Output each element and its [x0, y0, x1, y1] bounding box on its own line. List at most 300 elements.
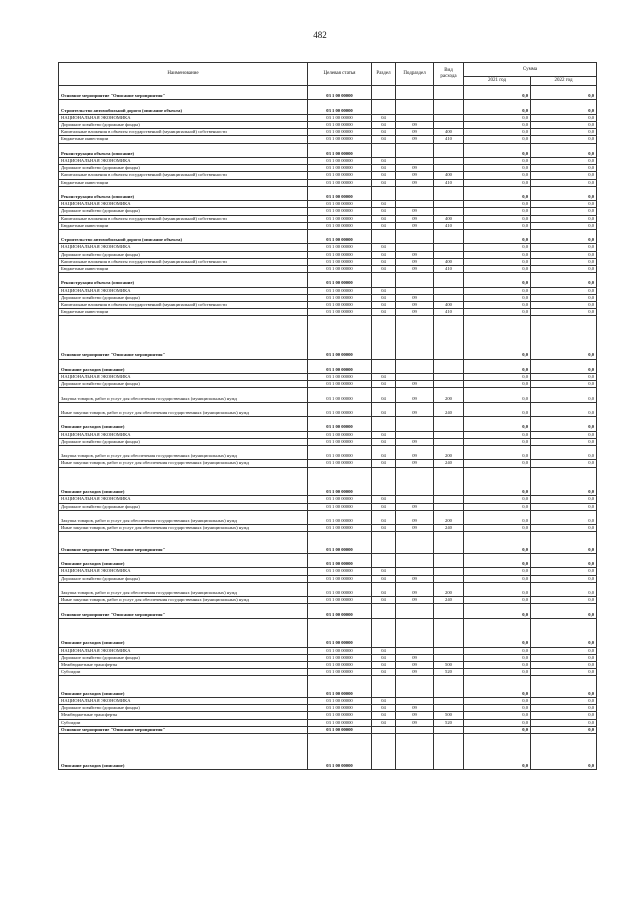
cell-y2: 0,0	[531, 316, 597, 359]
cell-vr	[434, 496, 464, 503]
cell-sub: 09	[396, 381, 434, 388]
cell-code: 03 1 00 00000	[308, 266, 372, 273]
cell-name: Описание расходов (описание)	[59, 618, 308, 647]
cell-y2: 0,0	[531, 100, 597, 114]
cell-y2: 0,0	[531, 553, 597, 567]
cell-y2: 0,0	[531, 726, 597, 733]
cell-sec	[372, 676, 396, 698]
table-row	[59, 525, 597, 532]
cell-sec: 04	[372, 302, 396, 309]
cell-y1: 0,0	[464, 676, 531, 698]
cell-name: Дорожное хозяйство (дорожные фонды)	[59, 165, 308, 172]
cell-code: 03 1 00 00000	[308, 208, 372, 215]
cell-y2: 0,0	[531, 604, 597, 618]
cell-y2: 0,0	[531, 388, 597, 402]
cell-vr: 400	[434, 302, 464, 309]
cell-sub: 09	[396, 215, 434, 222]
cell-vr	[434, 201, 464, 208]
cell-sub: 09	[396, 654, 434, 661]
cell-y1: 0,0	[464, 604, 531, 618]
table-row	[59, 431, 597, 438]
cell-name: НАЦИОНАЛЬНАЯ ЭКОНОМИКА	[59, 114, 308, 121]
header-subsection: Подраздел	[396, 63, 434, 86]
cell-y1: 0,0	[464, 582, 531, 596]
cell-sec: 04	[372, 445, 396, 459]
cell-code: 03 1 00 00000	[308, 568, 372, 575]
cell-name: Дорожное хозяйство (дорожные фонды)	[59, 575, 308, 582]
cell-y1: 0,0	[464, 669, 531, 676]
cell-sec: 04	[372, 496, 396, 503]
cell-vr	[434, 208, 464, 215]
header-section: Раздел	[372, 63, 396, 86]
header-sum: Сумма	[464, 63, 597, 77]
cell-code: 03 1 00 00000	[308, 654, 372, 661]
cell-vr	[434, 438, 464, 445]
cell-y1: 0,0	[464, 114, 531, 121]
cell-y1: 0,0	[464, 179, 531, 186]
cell-sub	[396, 726, 434, 733]
table-row	[59, 273, 597, 287]
cell-y2: 0,0	[531, 287, 597, 294]
cell-code: 03 1 00 00000	[308, 553, 372, 567]
cell-y1: 0,0	[464, 266, 531, 273]
cell-y1: 0,0	[464, 373, 531, 380]
cell-name: Межбюджетные трансферты	[59, 661, 308, 668]
cell-name: НАЦИОНАЛЬНАЯ ЭКОНОМИКА	[59, 431, 308, 438]
cell-code: 03 1 00 00000	[308, 244, 372, 251]
cell-y2: 0,0	[531, 266, 597, 273]
cell-name: Описание расходов (описание)	[59, 676, 308, 698]
cell-code: 03 1 00 00000	[308, 582, 372, 596]
cell-sec: 04	[372, 309, 396, 316]
cell-y2: 0,0	[531, 208, 597, 215]
cell-vr: 240	[434, 597, 464, 604]
cell-sub	[396, 157, 434, 164]
cell-code: 03 1 00 00000	[308, 460, 372, 467]
cell-y1: 0,0	[464, 100, 531, 114]
cell-code: 03 1 00 00000	[308, 705, 372, 712]
cell-code: 03 1 00 00000	[308, 302, 372, 309]
cell-code: 03 1 00 00000	[308, 510, 372, 524]
cell-sec: 04	[372, 669, 396, 676]
cell-sub: 09	[396, 503, 434, 510]
cell-y1: 0,0	[464, 309, 531, 316]
cell-code: 03 1 00 00000	[308, 669, 372, 676]
cell-sec: 04	[372, 697, 396, 704]
cell-vr: 200	[434, 582, 464, 596]
cell-sub	[396, 467, 434, 496]
cell-code: 03 1 00 00000	[308, 388, 372, 402]
cell-vr: 410	[434, 136, 464, 143]
cell-sub: 09	[396, 179, 434, 186]
cell-name: Основное мероприятие "Описание мероприятия"	[59, 532, 308, 554]
cell-sec: 04	[372, 388, 396, 402]
cell-sec: 04	[372, 114, 396, 121]
cell-vr	[434, 618, 464, 647]
cell-code: 03 1 00 00000	[308, 294, 372, 301]
cell-sec	[372, 604, 396, 618]
cell-name: Бюджетные инвестиции	[59, 266, 308, 273]
cell-y2: 0,0	[531, 129, 597, 136]
cell-code: 03 1 00 00000	[308, 136, 372, 143]
table-row	[59, 266, 597, 273]
cell-sec	[372, 186, 396, 200]
cell-y1: 0,0	[464, 359, 531, 373]
cell-code: 03 1 00 00000	[308, 676, 372, 698]
cell-name: Капитальные вложения в объекты государственной (муниципальной) собственности	[59, 215, 308, 222]
cell-name: Дорожное хозяйство (дорожные фонды)	[59, 294, 308, 301]
cell-y1: 0,0	[464, 618, 531, 647]
cell-sub: 09	[396, 445, 434, 459]
cell-y2: 0,0	[531, 244, 597, 251]
cell-vr	[434, 654, 464, 661]
table-row	[59, 86, 597, 100]
cell-sec: 04	[372, 201, 396, 208]
cell-y1: 0,0	[464, 273, 531, 287]
cell-y1: 0,0	[464, 86, 531, 100]
cell-sub	[396, 697, 434, 704]
cell-y1: 0,0	[464, 460, 531, 467]
cell-sub: 09	[396, 712, 434, 719]
cell-sec: 04	[372, 647, 396, 654]
table-row	[59, 647, 597, 654]
cell-vr	[434, 86, 464, 100]
cell-sec: 04	[372, 719, 396, 726]
cell-code: 03 1 00 00000	[308, 121, 372, 128]
cell-sec: 04	[372, 294, 396, 301]
cell-sec: 04	[372, 525, 396, 532]
table-row	[59, 568, 597, 575]
table-row	[59, 676, 597, 698]
table-row	[59, 222, 597, 229]
cell-name: Дорожное хозяйство (дорожные фонды)	[59, 121, 308, 128]
cell-y1: 0,0	[464, 445, 531, 459]
cell-vr	[434, 697, 464, 704]
budget-table	[58, 62, 597, 770]
cell-y2: 0,0	[531, 647, 597, 654]
cell-y2: 0,0	[531, 661, 597, 668]
cell-y1: 0,0	[464, 244, 531, 251]
cell-name: Бюджетные инвестиции	[59, 136, 308, 143]
cell-y1: 0,0	[464, 733, 531, 769]
cell-y1: 0,0	[464, 165, 531, 172]
cell-y2: 0,0	[531, 618, 597, 647]
cell-vr	[434, 157, 464, 164]
cell-sub: 09	[396, 208, 434, 215]
table-row	[59, 697, 597, 704]
cell-name: НАЦИОНАЛЬНАЯ ЭКОНОМИКА	[59, 647, 308, 654]
cell-y1: 0,0	[464, 503, 531, 510]
cell-code: 03 1 00 00000	[308, 222, 372, 229]
cell-y2: 0,0	[531, 258, 597, 265]
cell-y2: 0,0	[531, 302, 597, 309]
cell-y2: 0,0	[531, 417, 597, 431]
cell-y1: 0,0	[464, 417, 531, 431]
cell-y2: 0,0	[531, 705, 597, 712]
cell-y2: 0,0	[531, 496, 597, 503]
cell-code: 03 1 00 00000	[308, 359, 372, 373]
cell-sub	[396, 532, 434, 554]
cell-sub: 09	[396, 719, 434, 726]
cell-y2: 0,0	[531, 273, 597, 287]
cell-vr	[434, 121, 464, 128]
cell-sub	[396, 244, 434, 251]
cell-sub	[396, 676, 434, 698]
header-expense-type: Вид расхода	[434, 63, 464, 86]
cell-y2: 0,0	[531, 157, 597, 164]
cell-vr: 400	[434, 258, 464, 265]
cell-sec	[372, 553, 396, 567]
cell-y1: 0,0	[464, 438, 531, 445]
cell-vr	[434, 316, 464, 359]
header-name: Наименование	[59, 63, 308, 86]
cell-y1: 0,0	[464, 143, 531, 157]
cell-vr: 520	[434, 719, 464, 726]
cell-name: Иные закупки товаров, работ и услуг для обеспечения государственных (муниципальных) нужд	[59, 402, 308, 416]
cell-sub	[396, 100, 434, 114]
cell-vr	[434, 165, 464, 172]
cell-y1: 0,0	[464, 230, 531, 244]
table-row	[59, 309, 597, 316]
cell-sec	[372, 726, 396, 733]
cell-sub	[396, 230, 434, 244]
cell-code: 03 1 00 00000	[308, 230, 372, 244]
cell-y2: 0,0	[531, 402, 597, 416]
table-row	[59, 460, 597, 467]
cell-vr: 500	[434, 661, 464, 668]
table-row	[59, 496, 597, 503]
cell-sub	[396, 143, 434, 157]
cell-sec: 04	[372, 597, 396, 604]
cell-sub	[396, 359, 434, 373]
table-row	[59, 316, 597, 359]
cell-name: Межбюджетные трансферты	[59, 712, 308, 719]
cell-name: Капитальные вложения в объекты государственной (муниципальной) собственности	[59, 129, 308, 136]
cell-y1: 0,0	[464, 568, 531, 575]
table-row	[59, 179, 597, 186]
cell-code: 03 1 00 00000	[308, 165, 372, 172]
cell-vr: 240	[434, 525, 464, 532]
cell-y2: 0,0	[531, 121, 597, 128]
cell-name: Закупка товаров, работ и услуг для обеспечения государственных (муниципальных) нужд	[59, 582, 308, 596]
table-row	[59, 251, 597, 258]
table-row	[59, 597, 597, 604]
cell-sub	[396, 604, 434, 618]
cell-sec: 04	[372, 129, 396, 136]
cell-sec: 04	[372, 244, 396, 251]
cell-sub: 09	[396, 172, 434, 179]
cell-sec	[372, 733, 396, 769]
cell-vr	[434, 186, 464, 200]
cell-y2: 0,0	[531, 373, 597, 380]
cell-sub: 09	[396, 388, 434, 402]
cell-vr: 410	[434, 266, 464, 273]
cell-code: 03 1 00 00000	[308, 604, 372, 618]
cell-sec	[372, 86, 396, 100]
cell-y2: 0,0	[531, 510, 597, 524]
table-row	[59, 244, 597, 251]
table-row	[59, 575, 597, 582]
cell-y1: 0,0	[464, 697, 531, 704]
cell-name: Бюджетные инвестиции	[59, 222, 308, 229]
cell-name: Описание расходов (описание)	[59, 359, 308, 373]
cell-sec: 04	[372, 582, 396, 596]
cell-name: Дорожное хозяйство (дорожные фонды)	[59, 208, 308, 215]
cell-vr: 400	[434, 129, 464, 136]
table-row	[59, 705, 597, 712]
cell-sub: 09	[396, 302, 434, 309]
cell-vr: 200	[434, 445, 464, 459]
header-year2: 2022 год	[531, 77, 597, 86]
table-row	[59, 121, 597, 128]
cell-sub: 09	[396, 597, 434, 604]
cell-y1: 0,0	[464, 597, 531, 604]
cell-y1: 0,0	[464, 712, 531, 719]
cell-sec	[372, 359, 396, 373]
cell-y1: 0,0	[464, 136, 531, 143]
table-row	[59, 172, 597, 179]
table-row	[59, 510, 597, 524]
cell-name: Основное мероприятие "Описание мероприятия"	[59, 726, 308, 733]
cell-y2: 0,0	[531, 568, 597, 575]
cell-sec	[372, 230, 396, 244]
table-row	[59, 100, 597, 114]
cell-name: Реконструкция объекта (описание)	[59, 143, 308, 157]
cell-name: Закупка товаров, работ и услуг для обеспечения государственных (муниципальных) нужд	[59, 510, 308, 524]
table-row	[59, 165, 597, 172]
cell-code: 03 1 00 00000	[308, 733, 372, 769]
cell-name: Дорожное хозяйство (дорожные фонды)	[59, 251, 308, 258]
cell-name: Капитальные вложения в объекты государственной (муниципальной) собственности	[59, 302, 308, 309]
cell-y1: 0,0	[464, 381, 531, 388]
cell-y2: 0,0	[531, 525, 597, 532]
cell-y1: 0,0	[464, 388, 531, 402]
cell-y1: 0,0	[464, 496, 531, 503]
cell-y1: 0,0	[464, 661, 531, 668]
cell-code: 03 1 00 00000	[308, 647, 372, 654]
cell-name: Закупка товаров, работ и услуг для обеспечения государственных (муниципальных) нужд	[59, 388, 308, 402]
cell-y1: 0,0	[464, 467, 531, 496]
cell-sec	[372, 316, 396, 359]
cell-y1: 0,0	[464, 719, 531, 726]
cell-name: Закупка товаров, работ и услуг для обеспечения государственных (муниципальных) нужд	[59, 445, 308, 459]
cell-vr: 200	[434, 510, 464, 524]
cell-sub	[396, 273, 434, 287]
cell-vr: 520	[434, 669, 464, 676]
cell-y2: 0,0	[531, 172, 597, 179]
cell-vr	[434, 553, 464, 567]
cell-sec: 04	[372, 287, 396, 294]
cell-sub: 09	[396, 251, 434, 258]
cell-sec: 04	[372, 136, 396, 143]
cell-vr	[434, 417, 464, 431]
cell-code: 03 1 00 00000	[308, 697, 372, 704]
cell-y1: 0,0	[464, 251, 531, 258]
cell-name: Иные закупки товаров, работ и услуг для обеспечения государственных (муниципальных) нужд	[59, 460, 308, 467]
cell-code: 03 1 00 00000	[308, 316, 372, 359]
cell-sub	[396, 201, 434, 208]
cell-y2: 0,0	[531, 719, 597, 726]
cell-y2: 0,0	[531, 597, 597, 604]
cell-sec: 04	[372, 712, 396, 719]
table-row	[59, 215, 597, 222]
cell-y1: 0,0	[464, 575, 531, 582]
cell-sub: 09	[396, 669, 434, 676]
cell-sub: 09	[396, 525, 434, 532]
cell-vr	[434, 705, 464, 712]
cell-y2: 0,0	[531, 143, 597, 157]
cell-code: 03 1 00 00000	[308, 445, 372, 459]
table-row	[59, 582, 597, 596]
cell-sub	[396, 86, 434, 100]
cell-sub: 09	[396, 266, 434, 273]
cell-sec: 04	[372, 402, 396, 416]
cell-y2: 0,0	[531, 222, 597, 229]
cell-name: Реконструкция объекта (описание)	[59, 186, 308, 200]
cell-sec	[372, 618, 396, 647]
cell-y1: 0,0	[464, 129, 531, 136]
cell-code: 03 1 00 00000	[308, 143, 372, 157]
cell-code: 03 1 00 00000	[308, 402, 372, 416]
cell-y1: 0,0	[464, 186, 531, 200]
cell-vr	[434, 143, 464, 157]
table-row	[59, 618, 597, 647]
cell-y2: 0,0	[531, 381, 597, 388]
cell-sub: 09	[396, 136, 434, 143]
cell-vr	[434, 294, 464, 301]
cell-vr: 240	[434, 402, 464, 416]
cell-code: 03 1 00 00000	[308, 381, 372, 388]
cell-y1: 0,0	[464, 287, 531, 294]
table-row	[59, 373, 597, 380]
cell-name: Иные закупки товаров, работ и услуг для обеспечения государственных (муниципальных) нужд	[59, 597, 308, 604]
header-target: Целевая статья	[308, 63, 372, 86]
cell-sub: 09	[396, 129, 434, 136]
cell-name: Описание расходов (описание)	[59, 553, 308, 567]
cell-name: Дорожное хозяйство (дорожные фонды)	[59, 381, 308, 388]
cell-sec: 04	[372, 460, 396, 467]
cell-vr	[434, 726, 464, 733]
cell-sec: 04	[372, 575, 396, 582]
cell-y2: 0,0	[531, 697, 597, 704]
cell-vr	[434, 604, 464, 618]
table-row	[59, 381, 597, 388]
cell-sub: 09	[396, 402, 434, 416]
cell-y2: 0,0	[531, 230, 597, 244]
cell-sec: 04	[372, 568, 396, 575]
table-row	[59, 294, 597, 301]
cell-vr	[434, 467, 464, 496]
cell-vr	[434, 733, 464, 769]
cell-sec	[372, 417, 396, 431]
cell-code: 03 1 00 00000	[308, 309, 372, 316]
cell-vr	[434, 230, 464, 244]
cell-name: Бюджетные инвестиции	[59, 179, 308, 186]
cell-sub: 09	[396, 575, 434, 582]
table-row	[59, 417, 597, 431]
cell-sec: 04	[372, 208, 396, 215]
cell-code: 03 1 00 00000	[308, 496, 372, 503]
cell-code: 03 1 00 00000	[308, 618, 372, 647]
cell-sub	[396, 431, 434, 438]
cell-sec: 04	[372, 157, 396, 164]
cell-name: НАЦИОНАЛЬНАЯ ЭКОНОМИКА	[59, 157, 308, 164]
cell-code: 03 1 00 00000	[308, 719, 372, 726]
cell-sub	[396, 287, 434, 294]
cell-y2: 0,0	[531, 201, 597, 208]
cell-y1: 0,0	[464, 302, 531, 309]
table-row	[59, 230, 597, 244]
